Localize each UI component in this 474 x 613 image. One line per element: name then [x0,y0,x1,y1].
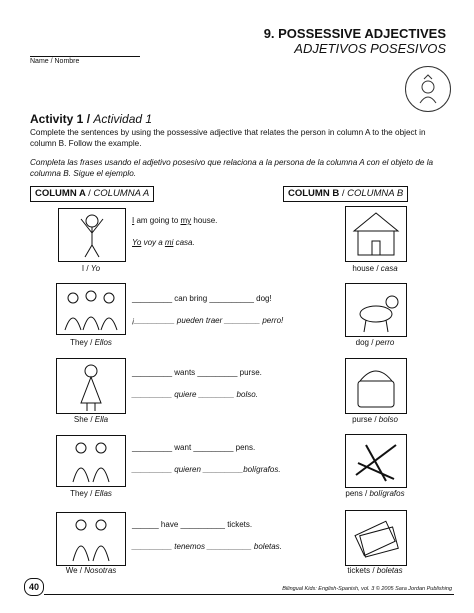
activity-title-es: Actividad 1 [93,112,153,126]
picture-tickets [345,510,407,566]
sentence-es-4: _________ quieren _________bolígrafos. [132,465,281,474]
sentence-es-5: _________ tenemos __________ boletas. [132,542,282,551]
activity-title [30,112,152,126]
caption-object-5: tickets / boletas [347,566,403,575]
caption-person-3: She / Ella [73,415,109,424]
caption-person-1: I / Yo [81,264,101,273]
purse-icon [346,359,406,413]
house-icon [346,207,406,261]
activity-title-en: Activity 1 / [30,112,91,126]
dog-icon [346,284,406,336]
sentence-es-1: Yo voy a mi casa. [132,238,195,247]
name-label: Name / Nombre [30,58,80,65]
mascot-logo [405,66,451,112]
group-icon [57,284,125,334]
sentence-en-3: _________ wants _________ purse. [132,368,262,377]
column-a-header: COLUMN A / COLUMNA A [30,186,154,202]
instruction-es: Completa las frases usando el adjetivo posesivo que relaciona a la persona de la columna A con el objeto de la columna B. Sigue el ejemplo. [30,158,434,178]
picture-pens [345,434,407,488]
two-women-icon [57,436,125,486]
two-people-icon [57,513,125,565]
name-line [30,56,140,57]
picture-dog [345,283,407,337]
person-icon [59,209,125,261]
caption-object-1: house / casa [352,264,398,273]
picture-person-they-f [56,435,126,487]
footer-credit: Bilingual Kids: English-Spanish, vol. 3 © 2005 Sara Jordan Publishing [282,586,452,592]
woman-icon [57,359,125,413]
mascot-icon [406,67,450,111]
page-subtitle: ADJETIVOS POSESIVOS [294,41,446,56]
picture-person-i [58,208,126,262]
tickets-icon [346,511,406,565]
footer-rule [44,594,454,595]
picture-person-we [56,512,126,566]
instruction-en: Complete the sentences by using the possessive adjective that relates the person in column A to the object in column B. Follow the example. [30,128,426,148]
caption-person-5: We / Nosotras [65,566,117,575]
page-title: 9. POSSESSIVE ADJECTIVES [263,26,446,41]
picture-person-they-m [56,283,126,335]
picture-person-she [56,358,126,414]
sentence-en-4: _________ want _________ pens. [132,443,256,452]
sentence-es-3: _________ quiere ________ bolso. [132,390,258,399]
page-number: 40 [24,578,44,596]
caption-object-4: pens / bolígrafos [345,489,405,498]
caption-person-2: They / Ellos [70,338,112,347]
picture-purse [345,358,407,414]
picture-house [345,206,407,262]
caption-person-4: They / Ellas [70,489,112,498]
caption-object-3: purse / bolso [352,415,398,424]
caption-object-2: dog / perro [355,338,395,347]
sentence-en-5: ______ have __________ tickets. [132,520,253,529]
pens-icon [346,435,406,487]
sentence-en-1: I am going to my house. [132,216,218,225]
sentence-es-2: ¡_________ pueden traer ________ perro! [132,316,284,325]
sentence-en-2: _________ can bring __________ dog! [132,294,272,303]
column-b-header: COLUMN B / COLUMNA B [283,186,408,202]
